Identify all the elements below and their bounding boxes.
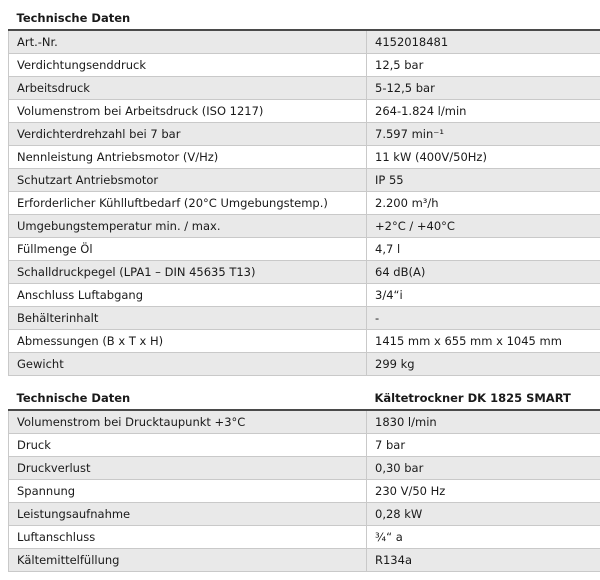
row-value: 7.597 min⁻¹ (367, 123, 600, 146)
row-value: IP 55 (367, 169, 600, 192)
table-header-row (9, 384, 600, 410)
table-separator (0, 378, 600, 382)
row-label: Schalldruckpegel (LPA1 – DIN 45635 T13) (9, 261, 367, 284)
row-label: Luftanschluss (9, 526, 367, 549)
row-label: Nennleistung Antriebsmotor (V/Hz) (9, 146, 367, 169)
table-row (9, 353, 600, 376)
row-value: 4,7 l (367, 238, 600, 261)
table-row (9, 146, 600, 169)
table-row (9, 410, 600, 434)
table-row (9, 284, 600, 307)
table-row (9, 457, 600, 480)
row-value: 4152018481 (367, 30, 600, 54)
row-label: Erforderlicher Kühlluftbedarf (20°C Umgebungstemp.) (9, 192, 367, 215)
row-label: Verdichterdrehzahl bei 7 bar (9, 123, 367, 146)
table-row (9, 54, 600, 77)
row-label: Druck (9, 434, 367, 457)
row-value: - (367, 307, 600, 330)
table-row (9, 238, 600, 261)
row-label: Kältemittelfüllung (9, 549, 367, 572)
table-row (9, 330, 600, 353)
table-row (9, 169, 600, 192)
table-row (9, 215, 600, 238)
row-label: Behälterinhalt (9, 307, 367, 330)
header-value: Kältetrockner DK 1825 SMART (367, 384, 600, 410)
row-value: ¾“ a (367, 526, 600, 549)
table-row (9, 123, 600, 146)
row-value: 264-1.824 l/min (367, 100, 600, 123)
row-value: 2.200 m³/h (367, 192, 600, 215)
table-row (9, 434, 600, 457)
table-row (9, 30, 600, 54)
row-label: Schutzart Antriebsmotor (9, 169, 367, 192)
row-label: Füllmenge Öl (9, 238, 367, 261)
row-label: Volumenstrom bei Arbeitsdruck (ISO 1217) (9, 100, 367, 123)
table-row (9, 192, 600, 215)
header-label: Technische Daten (9, 384, 367, 410)
technical-data-table-dryer (8, 384, 600, 572)
row-label: Umgebungstemperatur min. / max. (9, 215, 367, 238)
table-row (9, 261, 600, 284)
table-row (9, 526, 600, 549)
row-label: Druckverlust (9, 457, 367, 480)
row-value: 1415 mm x 655 mm x 1045 mm (367, 330, 600, 353)
row-value: 7 bar (367, 434, 600, 457)
row-value: 12,5 bar (367, 54, 600, 77)
row-value: 230 V/50 Hz (367, 480, 600, 503)
row-label: Art.-Nr. (9, 30, 367, 54)
row-label: Abmessungen (B x T x H) (9, 330, 367, 353)
header-value (367, 4, 600, 30)
row-value: 64 dB(A) (367, 261, 600, 284)
row-value: R134a (367, 549, 600, 572)
row-value: 11 kW (400V/50Hz) (367, 146, 600, 169)
row-value: 0,30 bar (367, 457, 600, 480)
header-label: Technische Daten (9, 4, 367, 30)
row-label: Gewicht (9, 353, 367, 376)
table-row (9, 503, 600, 526)
table-row (9, 480, 600, 503)
table-header-row (9, 4, 600, 30)
row-label: Spannung (9, 480, 367, 503)
table-row (9, 549, 600, 572)
row-label: Anschluss Luftabgang (9, 284, 367, 307)
table-row (9, 307, 600, 330)
table-row (9, 100, 600, 123)
row-label: Leistungsaufnahme (9, 503, 367, 526)
table-row (9, 77, 600, 100)
row-value: 0,28 kW (367, 503, 600, 526)
row-value: 299 kg (367, 353, 600, 376)
technical-data-table-compressor (8, 4, 600, 376)
row-label: Verdichtungsenddruck (9, 54, 367, 77)
row-value: +2°C / +40°C (367, 215, 600, 238)
row-label: Arbeitsdruck (9, 77, 367, 100)
row-value: 5-12,5 bar (367, 77, 600, 100)
row-value: 1830 l/min (367, 410, 600, 434)
row-label: Volumenstrom bei Drucktaupunkt +3°C (9, 410, 367, 434)
row-value: 3/4“i (367, 284, 600, 307)
